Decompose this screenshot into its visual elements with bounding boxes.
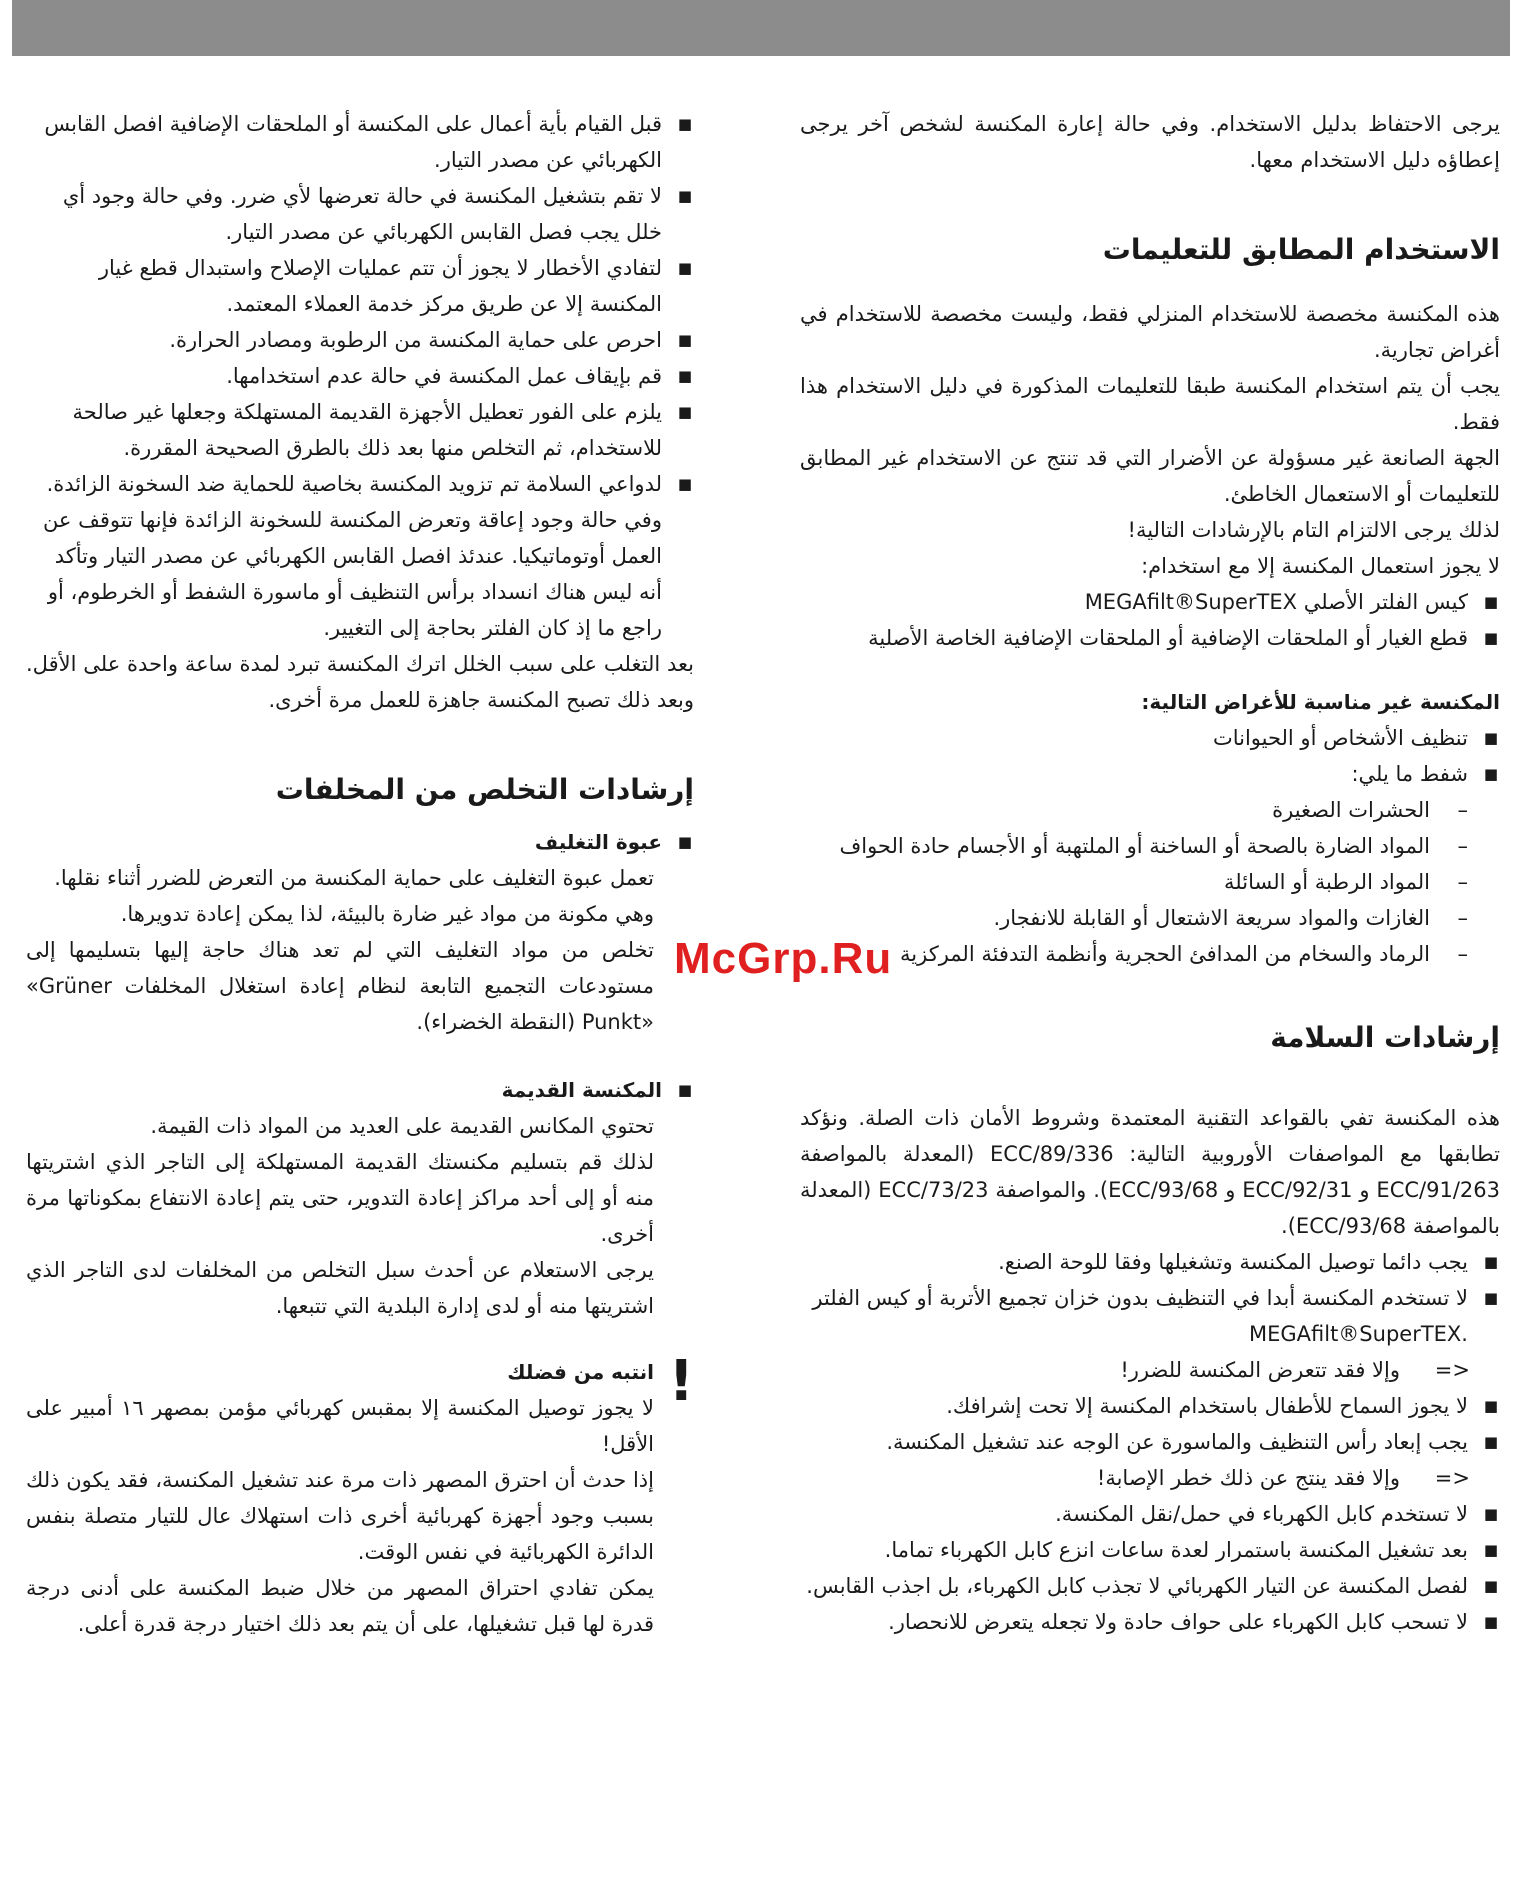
usage-paragraph-2: يجب أن يتم استخدام المكنسة طبقا للتعليمات المذكورة في دليل الاستخدام هذا فقط. (800, 374, 1500, 434)
list-item: ■ بعد تشغيل المكنسة باستمرار لعدة ساعات انزع كابل الكهرباء تماما. (800, 1532, 1500, 1568)
usage-paragraph-3: الجهة الصانعة غير مسؤولة عن الأضرار التي قد تنتج عن الاستخدام غير المطابق للتعليمات أو الاستعمال الخاطئ. (800, 446, 1500, 506)
packaging-paragraph-2: وهي مكونة من مواد غير ضارة بالبيئة، لذا يمكن إعادة تدويرها. (120, 902, 654, 926)
intro-paragraph: يرجى الاحتفاظ بدليل الاستخدام. وفي حالة إعارة المكنسة لشخص آخر يرجى إعطاؤه دليل الاستخدام معها. (800, 112, 1500, 172)
list-item: ■ لا تقم بتشغيل المكنسة في حالة تعرضها لأي ضرر. وفي حالة وجود أي خلل يجب فصل القابس الكهربائي عن مصدر التيار. (26, 178, 694, 250)
list-item: ■ قطع الغيار أو الملحقات الإضافية أو الملحقات الإضافية الخاصة الأصلية (800, 620, 1500, 656)
right-column (800, 106, 1500, 1640)
safety-list (800, 1244, 1500, 1640)
watermark: McGrp.Ru (674, 934, 893, 983)
list-item: ■ يلزم على الفور تعطيل الأجهزة القديمة المستهلكة وجعلها غير صالحة للاستخدام، ثم التخلص منها بعد ذلك بالطرق الصحيحة المقررة. (26, 394, 694, 466)
attention-paragraph-2: إذا حدث أن احترق المصهر ذات مرة عند تشغيل المكنسة، فقد يكون ذلك بسبب وجود أجهزة كهربائية أخرى ذات استهلاك عال للتيار متصلة بنفس الدائرة الكهربائية في نفس الوقت. (26, 1468, 654, 1564)
list-item: ■ احرص على حماية المكنسة من الرطوبة ومصادر الحرارة. (26, 322, 694, 358)
list-subitem: – المواد الرطبة أو السائلة (800, 864, 1500, 900)
list-consequence: => وإلا فقد تتعرض المكنسة للضرر! (800, 1352, 1500, 1388)
allowed-use-list (800, 584, 1500, 656)
list-subitem: – الرماد والسخام من المدافئ الحجرية وأنظمة التدفئة المركزية (800, 936, 1500, 972)
list-item: ■ لا يجوز السماح للأطفال باستخدام المكنسة إلا تحت إشرافك. (800, 1388, 1500, 1424)
packaging-section (26, 824, 694, 860)
left-column (26, 106, 694, 1642)
packaging-body (26, 860, 694, 1040)
heading-safety: إرشادات السلامة (1270, 1021, 1500, 1054)
attention-title: انتبه من فضلك (507, 1360, 654, 1384)
attention-paragraph-3: يمكن تفادي احتراق المصهر من خلال ضبط المكنسة على أدنى درجة قدرة لها قبل تشغيلها، على أن يتم بعد ذلك اختيار درجة قدرة أعلى. (26, 1576, 654, 1636)
list-item: ■ شفط ما يلي: (800, 756, 1500, 792)
list-item: ■ تنظيف الأشخاص أو الحيوانات (800, 720, 1500, 756)
attention-paragraph-1: لا يجوز توصيل المكنسة إلا بمقبس كهربائي مؤمن بمصهر ١٦ أمبير على الأقل! (26, 1396, 654, 1456)
packaging-paragraph-1: تعمل عبوة التغليف على حماية المكنسة من التعرض للضرر أثناء نقلها. (54, 866, 654, 890)
list-consequence: => وإلا فقد ينتج عن ذلك خطر الإصابة! (800, 1460, 1500, 1496)
packaging-title: ■ عبوة التغليف (26, 824, 694, 860)
old-device-section (26, 1072, 694, 1108)
list-item: ■ كيس الفلتر الأصلي MEGAfilt®SuperTEX (800, 584, 1500, 620)
exclamation-icon: ! (668, 1349, 694, 1414)
list-item: ■ لا تسحب كابل الكهرباء على حواف حادة ولا تجعله يتعرض للانحصار. (800, 1604, 1500, 1640)
list-item: ■ قم بإيقاف عمل المكنسة في حالة عدم استخدامها. (26, 358, 694, 394)
old-device-title: ■ المكنسة القديمة (26, 1072, 694, 1108)
list-item: ■ قبل القيام بأية أعمال على المكنسة أو الملحقات الإضافية افصل القابس الكهربائي عن مصدر التيار. (26, 106, 694, 178)
list-subitem: – الحشرات الصغيرة (800, 792, 1500, 828)
list-item: ■ لدواعي السلامة تم تزويد المكنسة بخاصية للحماية ضد السخونة الزائدة. وفي حالة وجود إعاقة وتعرض المكنسة للسخونة الزائدة فإنها تتوقف عن العمل أوتوماتيكيا. عندئذ افصل القابس الكهربائي عن مصدر التيار وتأكد أنه ليس هناك انسداد برأس التنظيف أو ماسورة الشفط أو الخرطوم، أو راجع ما إذ كان الفلتر بحاجة إلى التغيير. (26, 466, 694, 646)
old-device-paragraph-3: يرجى الاستعلام عن أحدث سبل التخلص من المخلفات لدى التاجر الذي اشتريتها منه أو لدى إدارة البلدية التي تتبعها. (26, 1258, 654, 1318)
usage-paragraph-4: لذلك يرجى الالتزام التام بالإرشادات التالية! (1127, 518, 1500, 542)
packaging-paragraph-3: تخلص من مواد التغليف التي لم تعد هناك حاجة إليها بتسليمها إلى مستودعات التجميع التابعة لنظام إعادة استغلال المخلفات «Grüner Punkt» (النقطة الخضراء). (26, 938, 654, 1034)
top-header-bar (12, 0, 1510, 56)
list-item: ■ يجب إبعاد رأس التنظيف والماسورة عن الوجه عند تشغيل المكنسة. (800, 1424, 1500, 1460)
attention-box (26, 1349, 694, 1642)
heading-intended-use: الاستخدام المطابق للتعليمات (1102, 233, 1500, 266)
old-device-body (26, 1108, 694, 1324)
list-item: ■ لا تستخدم المكنسة أبدا في التنظيف بدون خزان تجميع الأتربة أو كيس الفلتر MEGAfilt®SuperTEX. (800, 1280, 1500, 1352)
list-item: ■ يجب دائما توصيل المكنسة وتشغيلها وفقا للوحة الصنع. (800, 1244, 1500, 1280)
safety-paragraph: هذه المكنسة تفي بالقواعد التقنية المعتمدة وشروط الأمان ذات الصلة. ونؤكد تطابقها مع المواصفات الأوروبية التالية: 89/336/ECC (المعدلة بالمواصفة 91/263/ECC و 92/31/ECC و 93/68/ECC). والمواصفة 73/23/ECC (المعدلة بالمواصفة 93/68/ECC). (800, 1106, 1500, 1238)
unsuitable-list (800, 720, 1500, 972)
safety-list-continued (26, 106, 694, 646)
list-subitem: – الغازات والمواد سريعة الاشتعال أو القابلة للانفجار. (800, 900, 1500, 936)
list-item: ■ لا تستخدم كابل الكهرباء في حمل/نقل المكنسة. (800, 1496, 1500, 1532)
usage-paragraph-5: لا يجوز استعمال المكنسة إلا مع استخدام: (1141, 554, 1500, 578)
list-subitem: – المواد الضارة بالصحة أو الساخنة أو الملتهبة أو الأجسام حادة الحواف (800, 828, 1500, 864)
old-device-paragraph-2: لذلك قم بتسليم مكنستك القديمة المستهلكة إلى التاجر الذي اشتريتها منه أو إلى أحد مراكز إعادة التدوير، حتى يتم إعادة الانتفاع بمكوناتها مرة أخرى. (26, 1150, 654, 1246)
overheat-recovery-paragraph: بعد التغلب على سبب الخلل اترك المكنسة تبرد لمدة ساعة واحدة على الأقل. وبعد ذلك تصبح المكنسة جاهزة للعمل مرة أخرى. (26, 652, 694, 712)
unsuitable-title: المكنسة غير مناسبة للأغراض التالية: (1141, 690, 1500, 714)
old-device-paragraph-1: تحتوي المكانس القديمة على العديد من المواد ذات القيمة. (150, 1114, 654, 1138)
usage-paragraph-1: هذه المكنسة مخصصة للاستخدام المنزلي فقط، وليست مخصصة للاستخدام في أغراض تجارية. (800, 302, 1500, 362)
list-item: ■ لتفادي الأخطار لا يجوز أن تتم عمليات الإصلاح واستبدال قطع غيار المكنسة إلا عن طريق مركز خدمة العملاء المعتمد. (26, 250, 694, 322)
heading-disposal: إرشادات التخلص من المخلفات (275, 773, 694, 806)
list-item: ■ لفصل المكنسة عن التيار الكهربائي لا تجذب كابل الكهرباء، بل اجذب القابس. (800, 1568, 1500, 1604)
